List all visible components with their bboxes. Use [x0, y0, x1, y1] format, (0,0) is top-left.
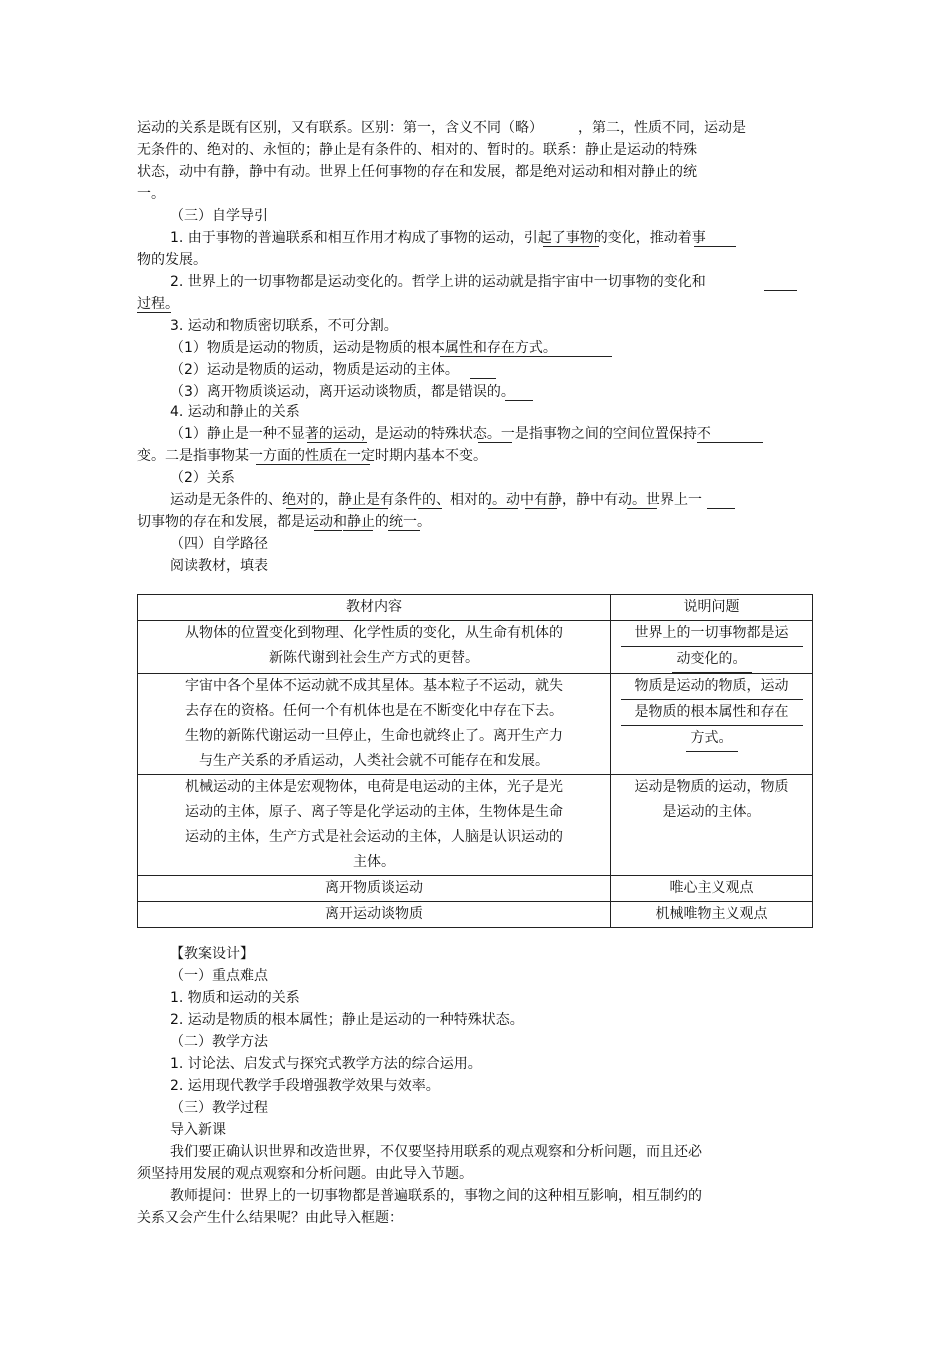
blank-underline [478, 442, 512, 443]
blank-underline [388, 530, 420, 531]
answer-line: 世界上的一切事物都是运 [621, 621, 803, 647]
cell-line: 运动的主体，原子、离子等是化学运动的主体，生物体是生命 [185, 804, 564, 820]
guide-p3-2: （2）运动是物质的运动，物质是运动的主体。 [170, 362, 459, 378]
table-cell-content [138, 674, 611, 775]
intro-heading: 导入新课 [170, 1122, 226, 1138]
method-1: 1. 讨论法、启发式与探究式教学方法的综合运用。 [170, 1056, 482, 1072]
process-heading: （三）教学过程 [170, 1100, 268, 1116]
methods-heading: （二）教学方法 [170, 1034, 268, 1050]
table-cell-explain: 唯心主义观点 [611, 876, 813, 902]
blank-underline [418, 508, 442, 509]
guide-p2-line2: 过程。 [137, 296, 179, 312]
key-point-1: 1. 物质和运动的关系 [170, 990, 300, 1006]
cell-line: 宇宙中各个星体不运动就不成其星体。基本粒子不运动，就失 [185, 678, 564, 694]
intro-line-2: 无条件的、绝对的、永恒的；静止是有条件的、相对的、暂时的。联系：静止是运动的特殊 [137, 142, 697, 158]
cell-line: 运动的主体，生产方式是社会运动的主体，人脑是认识运动的 [185, 829, 564, 845]
lesson-design-title: 【教案设计】 [170, 946, 254, 962]
blank-underline [440, 356, 612, 357]
guide-p4-1-line2: 变。二是指事物某一方面的性质在一定时期内基本不变。 [137, 448, 487, 464]
self-study-path-heading: （四）自学路径 [170, 536, 268, 552]
guide-p2-line1: 2. 世界上的一切事物都是运动变化的。哲学上讲的运动就是指宇宙中一切事物的变化和 [170, 274, 706, 290]
answer-line: 是物质的根本属性和存在 [621, 700, 803, 726]
cell-line: 去存在的资格。任何一个有机体也是在不断变化中存在下去。 [185, 703, 564, 719]
guide-p4-1-line1: （1）静止是一种不显著的运动，是运动的特殊状态。一是指事物之间的空间位置保持不 [170, 426, 711, 442]
cell-line: 生物的新陈代谢运动一旦停止，生命也就终止了。离开生产力 [185, 728, 564, 744]
intro-line-3: 状态，动中有静，静中有动。世界上任何事物的存在和发展，都是绝对运动和相对静止的统 [137, 164, 697, 180]
blank-underline [314, 530, 342, 531]
table-cell-explain [611, 674, 813, 775]
blank-underline [286, 508, 316, 509]
table-cell-content [138, 621, 611, 674]
answer-line: 方式。 [686, 726, 738, 752]
guide-p4: 4. 运动和静止的关系 [170, 404, 300, 420]
table-cell-explain [611, 775, 813, 876]
table-row [138, 902, 813, 928]
guide-p1-line1: 1. 由于事物的普遍联系和相互作用才构成了事物的运动，引起了事物的变化，推动着事 [170, 230, 706, 246]
intro-p1-line1: 我们要正确认识世界和改造世界，不仅要坚持用联系的观点观察和分析问题，而且还必 [170, 1144, 702, 1160]
table-cell-content: 离开物质谈运动 [138, 876, 611, 902]
intro-line-1: 运动的关系是既有区别，又有联系。区别：第一，含义不同（略） ，第二，性质不同，运动是 [137, 120, 746, 136]
blank-underline [543, 246, 599, 247]
table-cell-content: 离开运动谈物质 [138, 902, 611, 928]
table-cell-content [138, 775, 611, 876]
cell-line: 运动是物质的运动，物质 [634, 779, 789, 795]
blank-underline [137, 312, 171, 313]
blank-underline [470, 378, 496, 379]
blank-underline [488, 508, 518, 509]
fill-in-table [137, 594, 813, 928]
answer-line: 物质是运动的物质，运动 [621, 674, 803, 700]
blank-underline [694, 246, 736, 247]
cell-line: 与生产关系的矛盾运动，人类社会就不可能存在和发展。 [199, 753, 550, 769]
blank-underline [348, 508, 388, 509]
cell-line: 新陈代谢到社会生产方式的更替。 [269, 650, 480, 666]
method-2: 2. 运用现代教学手段增强教学效果与效率。 [170, 1078, 440, 1094]
table-row [138, 876, 813, 902]
guide-p3-3: （3）离开物质谈运动，离开运动谈物质，都是错误的。 [170, 384, 515, 400]
blank-underline [525, 508, 557, 509]
key-points-heading: （一）重点难点 [170, 968, 268, 984]
blank-underline [697, 442, 763, 443]
table-cell-explain: 机械唯物主义观点 [611, 902, 813, 928]
cell-line: 主体。 [353, 854, 396, 870]
intro-p2-line1: 教师提问：世界上的一切事物都是普遍联系的，事物之间的这种相互影响，相互制约的 [170, 1188, 702, 1204]
guide-p4-2-line2: 切事物的存在和发展，都是运动和静止的统一。 [137, 514, 431, 530]
blank-underline [764, 290, 797, 291]
guide-p4-2: （2）关系 [170, 470, 235, 486]
blank-underline [307, 442, 367, 443]
guide-p4-2-line1: 运动是无条件的、绝对的，静止是有条件的、相对的。动中有静，静中有动。世界上一 [170, 492, 702, 508]
intro-line-4: 一。 [137, 186, 165, 202]
guide-p3: 3. 运动和物质密切联系，不可分割。 [170, 318, 398, 334]
blank-underline [256, 464, 370, 465]
table-row [138, 621, 813, 674]
intro-p2-line2: 关系又会产生什么结果呢？由此导入框题： [137, 1210, 403, 1226]
table-header-explain: 说明问题 [611, 595, 813, 621]
table-cell-explain [611, 621, 813, 674]
answer-line: 动变化的。 [672, 647, 752, 673]
key-point-2: 2. 运动是物质的根本属性；静止是运动的一种特殊状态。 [170, 1012, 524, 1028]
self-study-path-instruction: 阅读教材，填表 [170, 558, 268, 574]
self-study-guide-heading: （三）自学导引 [170, 208, 268, 224]
guide-p1-line2: 物的发展。 [137, 252, 207, 268]
table-header-row [138, 595, 813, 621]
cell-line: 从物体的位置变化到物理、化学性质的变化，从生命有机体的 [185, 625, 564, 641]
cell-line: 是运动的主体。 [662, 804, 761, 820]
table-row [138, 775, 813, 876]
blank-underline [707, 508, 735, 509]
blank-underline [627, 508, 657, 509]
cell-line: 机械运动的主体是宏观物体，电荷是电运动的主体，光子是光 [185, 779, 564, 795]
table-row [138, 674, 813, 775]
intro-p1-line2: 须坚持用发展的观点观察和分析问题。由此导入节题。 [137, 1166, 473, 1182]
blank-underline [505, 400, 533, 401]
table-header-content: 教材内容 [138, 595, 611, 621]
blank-underline [343, 530, 373, 531]
guide-p3-1: （1）物质是运动的物质，运动是物质的根本属性和存在方式。 [170, 340, 557, 356]
